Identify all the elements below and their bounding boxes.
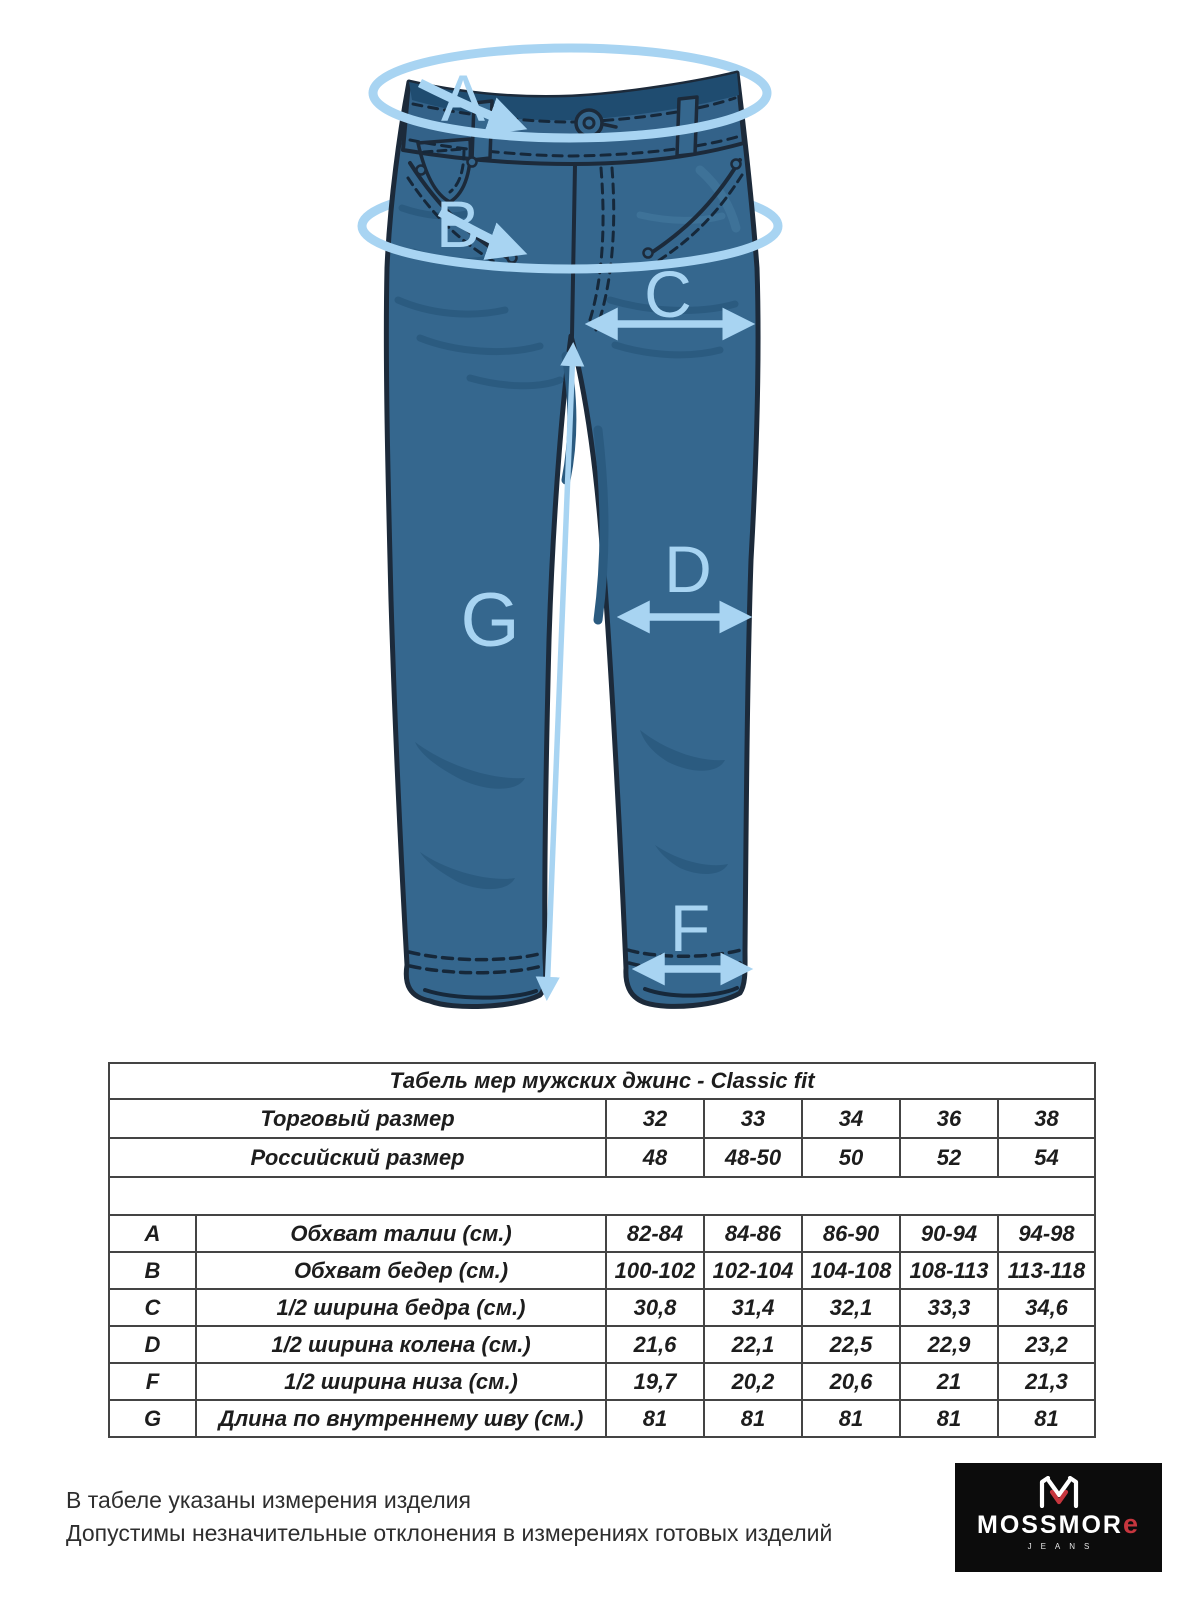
measure-value-cell: 102-104 (704, 1252, 802, 1289)
measure-value-cell: 86-90 (802, 1215, 900, 1252)
measure-value-cell: 94-98 (998, 1215, 1095, 1252)
measure-label-cell: Обхват бедер (см.) (196, 1252, 606, 1289)
measure-value-cell: 90-94 (900, 1215, 998, 1252)
measure-letter-cell: C (109, 1289, 196, 1326)
brand-wordmark (955, 1509, 1162, 1539)
measure-value-cell: 23,2 (998, 1326, 1095, 1363)
label-leg-opening: F (669, 891, 711, 965)
footer-note-line2: Допустимы незначительные отклонения в измерениях готовых изделий (66, 1520, 833, 1546)
measure-value-cell: 113-118 (998, 1252, 1095, 1289)
size-value-cell: 32 (606, 1099, 704, 1138)
brand-subtitle: JEANS (1027, 1542, 1099, 1551)
measure-value-cell: 20,6 (802, 1363, 900, 1400)
measure-value-cell: 108-113 (900, 1252, 998, 1289)
measure-value-cell: 81 (704, 1400, 802, 1437)
size-value-cell: 48 (606, 1138, 704, 1177)
measure-value-cell: 22,1 (704, 1326, 802, 1363)
measure-letter-cell: B (109, 1252, 196, 1289)
measure-label-cell: Длина по внутреннему шву (см.) (196, 1400, 606, 1437)
label-waist: A (440, 61, 486, 135)
measure-value-cell: 84-86 (704, 1215, 802, 1252)
measure-value-cell: 19,7 (606, 1363, 704, 1400)
size-table-body (109, 1063, 1095, 1437)
measure-letter-cell: D (109, 1326, 196, 1363)
brand-logo (955, 1463, 1162, 1572)
measure-value-cell: 21,6 (606, 1326, 704, 1363)
empty-spacer-row (109, 1177, 1095, 1215)
measure-letter-cell: A (109, 1215, 196, 1252)
label-thigh: C (644, 257, 692, 331)
size-row-label: Торговый размер (109, 1099, 606, 1138)
label-knee: D (664, 532, 712, 606)
measure-value-cell: 81 (802, 1400, 900, 1437)
measure-letter-cell: G (109, 1400, 196, 1437)
size-value-cell: 34 (802, 1099, 900, 1138)
footer-notes (66, 1484, 832, 1550)
measure-label-cell: 1/2 ширина низа (см.) (196, 1363, 606, 1400)
measure-label-cell: Обхват талии (см.) (196, 1215, 606, 1252)
measure-value-cell: 21 (900, 1363, 998, 1400)
size-row-label: Российский размер (109, 1138, 606, 1177)
measure-label-cell: 1/2 ширина колена (см.) (196, 1326, 606, 1363)
measure-value-cell: 100-102 (606, 1252, 704, 1289)
measure-value-cell: 82-84 (606, 1215, 704, 1252)
measure-value-cell: 32,1 (802, 1289, 900, 1326)
size-value-cell: 33 (704, 1099, 802, 1138)
measure-value-cell: 33,3 (900, 1289, 998, 1326)
jeans-measurement-diagram (330, 30, 890, 1030)
measure-label-cell: 1/2 ширина бедра (см.) (196, 1289, 606, 1326)
measure-value-cell: 22,9 (900, 1326, 998, 1363)
brand-wordmark-accent: e (1122, 1509, 1140, 1539)
measure-value-cell: 34,6 (998, 1289, 1095, 1326)
size-value-cell: 38 (998, 1099, 1095, 1138)
brand-monogram-icon (1036, 1476, 1082, 1508)
measure-value-cell: 104-108 (802, 1252, 900, 1289)
measure-value-cell: 81 (606, 1400, 704, 1437)
size-value-cell: 36 (900, 1099, 998, 1138)
measure-letter-cell: F (109, 1363, 196, 1400)
measure-value-cell: 22,5 (802, 1326, 900, 1363)
label-hip: B (435, 187, 481, 261)
size-value-cell: 50 (802, 1138, 900, 1177)
table-title: Табель мер мужских джинс - Classic fit (109, 1063, 1095, 1099)
measure-value-cell: 81 (998, 1400, 1095, 1437)
brand-wordmark-main: MOSSMOR (977, 1511, 1123, 1539)
size-value-cell: 52 (900, 1138, 998, 1177)
footer-note-line1: В табеле указаны измерения изделия (66, 1487, 471, 1513)
size-value-cell: 54 (998, 1138, 1095, 1177)
measure-value-cell: 81 (900, 1400, 998, 1437)
measure-value-cell: 20,2 (704, 1363, 802, 1400)
measure-value-cell: 30,8 (606, 1289, 704, 1326)
label-inseam: G (460, 578, 520, 663)
measure-value-cell: 21,3 (998, 1363, 1095, 1400)
size-value-cell: 48-50 (704, 1138, 802, 1177)
measure-value-cell: 31,4 (704, 1289, 802, 1326)
size-table (108, 1062, 1096, 1438)
